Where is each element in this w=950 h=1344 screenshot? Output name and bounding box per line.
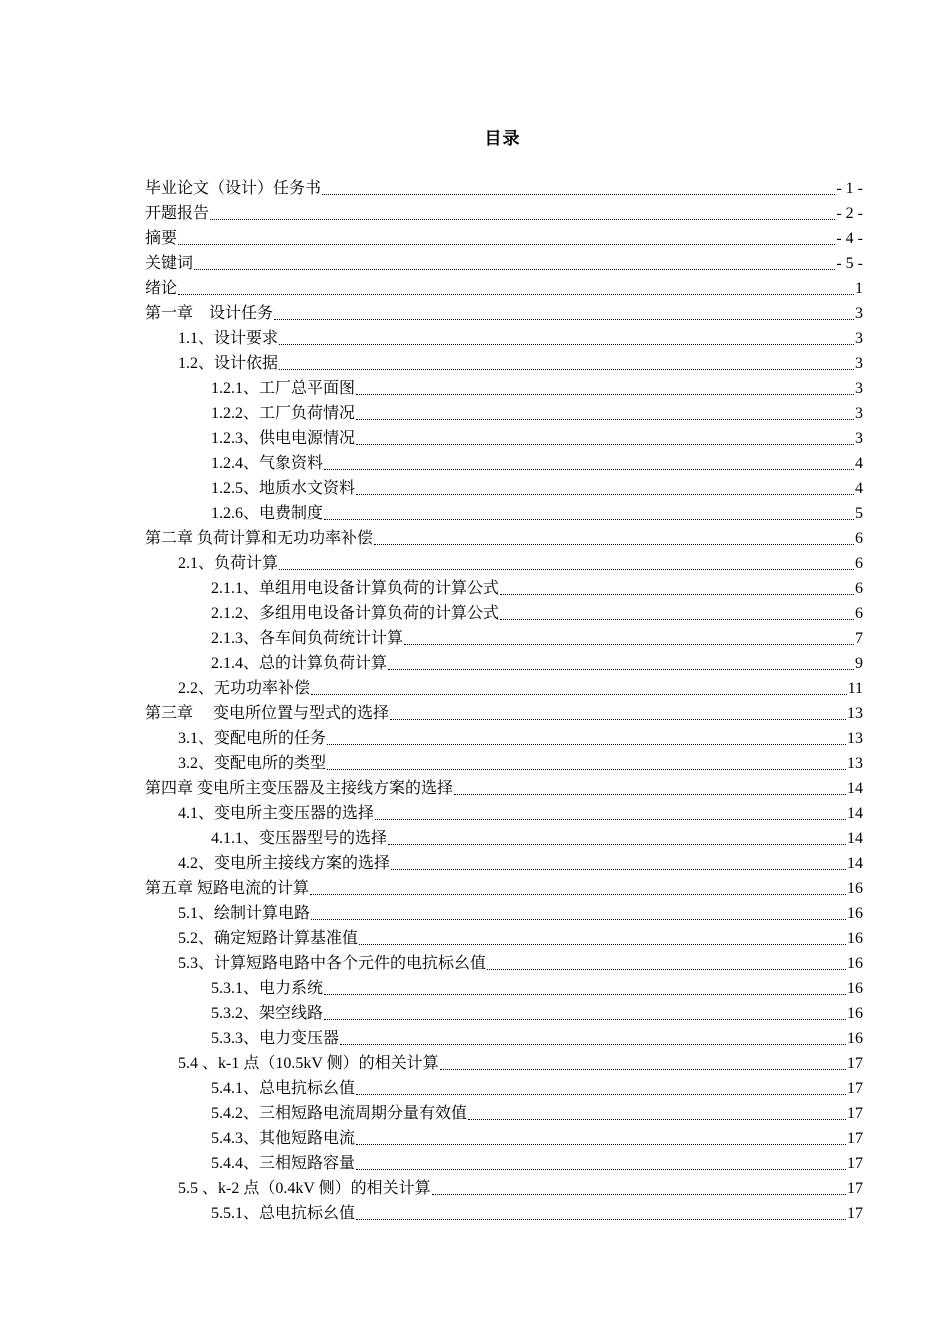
toc-dot-leader bbox=[391, 869, 846, 870]
toc-entry-title: 5.3.2、架空线路 bbox=[211, 1005, 324, 1022]
toc-entry-title: 5.2、确定短路计算基准值 bbox=[178, 930, 359, 947]
toc-dot-leader bbox=[274, 319, 854, 320]
toc-entry-page-number: 13 bbox=[847, 755, 863, 772]
toc-entry-title: 1.2.5、地质水文资料 bbox=[211, 480, 356, 497]
toc-entry[interactable] bbox=[145, 174, 863, 199]
toc-entry-title: 5.4.3、其他短路电流 bbox=[211, 1130, 356, 1147]
toc-dot-leader bbox=[356, 1094, 846, 1095]
toc-entry-page-number: - 4 - bbox=[836, 230, 863, 247]
toc-entry-title: 2.1、负荷计算 bbox=[178, 555, 279, 572]
toc-dot-leader bbox=[279, 344, 854, 345]
toc-entry-page-number: 16 bbox=[847, 930, 863, 947]
toc-dot-leader bbox=[324, 1019, 846, 1020]
toc-entry[interactable] bbox=[145, 299, 863, 324]
toc-entry-title: 毕业论文（设计）任务书 bbox=[145, 180, 322, 197]
page-title: 目录 bbox=[484, 129, 521, 149]
toc-entry-page-number: 5 bbox=[855, 505, 863, 522]
toc-entry-page-number: - 1 - bbox=[836, 180, 863, 197]
toc-dot-leader bbox=[356, 444, 854, 445]
toc-entry[interactable] bbox=[145, 199, 863, 224]
toc-dot-leader bbox=[500, 594, 854, 595]
toc-entry-title: 2.1.3、各车间负荷统计计算 bbox=[211, 630, 404, 647]
toc-entry-page-number: 17 bbox=[847, 1180, 863, 1197]
toc-entry-page-number: 6 bbox=[855, 605, 863, 622]
toc-entry[interactable] bbox=[145, 449, 863, 474]
toc-entry-title: 3.1、变配电所的任务 bbox=[178, 730, 327, 747]
toc-dot-leader bbox=[194, 269, 835, 270]
toc-entry-title: 关键词 bbox=[145, 255, 194, 272]
toc-entry-page-number: 16 bbox=[847, 955, 863, 972]
toc-entry[interactable] bbox=[145, 599, 863, 624]
toc-entry-title: 5.3.3、电力变压器 bbox=[211, 1030, 340, 1047]
toc-entry-title: 1.2.4、气象资料 bbox=[211, 455, 324, 472]
toc-entry-page-number: 17 bbox=[847, 1205, 863, 1222]
toc-entry-title: 3.2、变配电所的类型 bbox=[178, 755, 327, 772]
toc-entry-page-number: 7 bbox=[855, 630, 863, 647]
toc-entry-title: 4.1.1、变压器型号的选择 bbox=[211, 830, 388, 847]
toc-entry[interactable] bbox=[145, 749, 863, 774]
toc-entry-title: 开题报告 bbox=[145, 205, 210, 222]
toc-dot-leader bbox=[210, 219, 835, 220]
toc-dot-leader bbox=[356, 419, 854, 420]
toc-entry-title: 绪论 bbox=[145, 280, 178, 297]
toc-entry[interactable] bbox=[145, 1124, 863, 1149]
toc-entry-page-number: 17 bbox=[847, 1055, 863, 1072]
toc-entry-title: 5.4.1、总电抗标幺值 bbox=[211, 1080, 356, 1097]
toc-entry-title: 2.1.4、总的计算负荷计算 bbox=[211, 655, 388, 672]
toc-entry-page-number: 14 bbox=[847, 780, 863, 797]
toc-entry-title: 5.4.4、三相短路容量 bbox=[211, 1155, 356, 1172]
toc-entry[interactable] bbox=[145, 349, 863, 374]
toc-entry[interactable] bbox=[145, 674, 863, 699]
toc-entry-page-number: 3 bbox=[855, 380, 863, 397]
toc-entry-page-number: 4 bbox=[855, 455, 863, 472]
toc-entry[interactable] bbox=[145, 649, 863, 674]
toc-entry[interactable] bbox=[145, 274, 863, 299]
toc-entry[interactable] bbox=[145, 924, 863, 949]
toc-entry[interactable] bbox=[145, 874, 863, 899]
toc-entry-title: 5.3、计算短路电路中各个元件的电抗标幺值 bbox=[178, 955, 487, 972]
toc-dot-leader bbox=[440, 1069, 846, 1070]
toc-dot-leader bbox=[324, 994, 846, 995]
toc-entry[interactable] bbox=[145, 524, 863, 549]
toc-dot-leader bbox=[487, 969, 846, 970]
toc-entry[interactable] bbox=[145, 799, 863, 824]
toc-entry[interactable] bbox=[145, 1074, 863, 1099]
toc-entry[interactable] bbox=[145, 724, 863, 749]
toc-dot-leader bbox=[279, 569, 854, 570]
toc-dot-leader bbox=[324, 519, 854, 520]
toc-dot-leader bbox=[404, 644, 854, 645]
toc-entry[interactable] bbox=[145, 1099, 863, 1124]
toc-entry[interactable] bbox=[145, 774, 863, 799]
toc-dot-leader bbox=[356, 1144, 846, 1145]
toc-dot-leader bbox=[311, 919, 846, 920]
toc-dot-leader bbox=[310, 894, 846, 895]
toc-entry-page-number: 6 bbox=[855, 555, 863, 572]
toc-dot-leader bbox=[500, 619, 854, 620]
toc-entry-title: 2.2、无功功率补偿 bbox=[178, 680, 311, 697]
toc-entry-page-number: 14 bbox=[847, 855, 863, 872]
toc-entry[interactable] bbox=[145, 324, 863, 349]
toc-entry[interactable] bbox=[145, 374, 863, 399]
toc-entry-page-number: 14 bbox=[847, 805, 863, 822]
toc-dot-leader bbox=[388, 669, 854, 670]
toc-dot-leader bbox=[432, 1194, 846, 1195]
toc-dot-leader bbox=[324, 469, 854, 470]
toc-entry-page-number: 9 bbox=[855, 655, 863, 672]
toc-entry[interactable] bbox=[145, 574, 863, 599]
toc-dot-leader bbox=[178, 294, 854, 295]
toc-entry-page-number: - 2 - bbox=[836, 205, 863, 222]
toc-entry-page-number: 16 bbox=[847, 880, 863, 897]
toc-entry[interactable] bbox=[145, 899, 863, 924]
toc-dot-leader bbox=[327, 744, 846, 745]
toc-dot-leader bbox=[468, 1119, 846, 1120]
toc-dot-leader bbox=[390, 719, 846, 720]
toc-entry-title: 5.4 、k-1 点（10.5kV 侧）的相关计算 bbox=[178, 1055, 439, 1072]
toc-entry-page-number: 11 bbox=[847, 680, 863, 697]
toc-entry[interactable] bbox=[145, 949, 863, 974]
toc-entry-title: 1.2.2、工厂负荷情况 bbox=[211, 405, 356, 422]
toc-entry[interactable] bbox=[145, 974, 863, 999]
toc-entry[interactable] bbox=[145, 424, 863, 449]
toc-dot-leader bbox=[375, 819, 846, 820]
toc-entry-title: 2.1.2、多组用电设备计算负荷的计算公式 bbox=[211, 605, 500, 622]
toc-entry-title: 5.3.1、电力系统 bbox=[211, 980, 324, 997]
toc-entry-page-number: 16 bbox=[847, 1030, 863, 1047]
toc-dot-leader bbox=[356, 1169, 846, 1170]
toc-entry-page-number: 17 bbox=[847, 1155, 863, 1172]
toc-entry-title: 第三章 变电所位置与型式的选择 bbox=[145, 705, 390, 722]
toc-entry-title: 1.2.3、供电电源情况 bbox=[211, 430, 356, 447]
toc-dot-leader bbox=[359, 944, 846, 945]
toc-entry-title: 1.2.6、电费制度 bbox=[211, 505, 324, 522]
toc-dot-leader bbox=[178, 244, 835, 245]
toc-entry[interactable] bbox=[145, 224, 863, 249]
toc-entry[interactable] bbox=[145, 399, 863, 424]
toc-entry-page-number: 3 bbox=[855, 330, 863, 347]
toc-entry-title: 第一章 设计任务 bbox=[145, 305, 274, 322]
toc-entry[interactable] bbox=[145, 249, 863, 274]
toc-entry-page-number: 13 bbox=[847, 705, 863, 722]
toc-entry[interactable] bbox=[145, 1024, 863, 1049]
toc-entry-page-number: 3 bbox=[855, 355, 863, 372]
toc-entry[interactable] bbox=[145, 1149, 863, 1174]
toc-entry-page-number: 6 bbox=[855, 530, 863, 547]
toc-dot-leader bbox=[356, 1219, 846, 1220]
toc-entry-title: 2.1.1、单组用电设备计算负荷的计算公式 bbox=[211, 580, 500, 597]
toc-entry[interactable] bbox=[145, 699, 863, 724]
toc-entry-title: 5.1、绘制计算电路 bbox=[178, 905, 311, 922]
toc-entry-page-number: - 5 - bbox=[836, 255, 863, 272]
toc-entry-page-number: 3 bbox=[855, 305, 863, 322]
toc-entry[interactable] bbox=[145, 999, 863, 1024]
toc-entry[interactable] bbox=[145, 824, 863, 849]
toc-entry-title: 5.5.1、总电抗标幺值 bbox=[211, 1205, 356, 1222]
toc-entry-title: 1.2、设计依据 bbox=[178, 355, 279, 372]
toc-dot-leader bbox=[311, 694, 847, 695]
toc-entry-title: 1.1、设计要求 bbox=[178, 330, 279, 347]
toc-entry[interactable] bbox=[145, 549, 863, 574]
toc-dot-leader bbox=[356, 494, 854, 495]
toc-entry-page-number: 16 bbox=[847, 980, 863, 997]
table-of-contents bbox=[145, 174, 863, 1224]
toc-entry[interactable] bbox=[145, 1199, 863, 1224]
toc-dot-leader bbox=[454, 794, 846, 795]
toc-entry-title: 5.5 、k-2 点（0.4kV 侧）的相关计算 bbox=[178, 1180, 431, 1197]
toc-entry[interactable] bbox=[145, 499, 863, 524]
toc-entry-title: 摘要 bbox=[145, 230, 178, 247]
toc-entry-page-number: 13 bbox=[847, 730, 863, 747]
toc-dot-leader bbox=[279, 369, 854, 370]
toc-entry-title: 第四章 变电所主变压器及主接线方案的选择 bbox=[145, 780, 454, 797]
toc-entry[interactable] bbox=[145, 624, 863, 649]
toc-entry[interactable] bbox=[145, 1174, 863, 1199]
toc-dot-leader bbox=[388, 844, 846, 845]
toc-entry-page-number: 16 bbox=[847, 905, 863, 922]
toc-entry-title: 第五章 短路电流的计算 bbox=[145, 880, 310, 897]
toc-entry-page-number: 3 bbox=[855, 430, 863, 447]
toc-entry-page-number: 17 bbox=[847, 1130, 863, 1147]
toc-entry-title: 4.1、变电所主变压器的选择 bbox=[178, 805, 375, 822]
toc-entry-title: 5.4.2、三相短路电流周期分量有效值 bbox=[211, 1105, 468, 1122]
toc-entry-page-number: 3 bbox=[855, 405, 863, 422]
toc-entry-page-number: 4 bbox=[855, 480, 863, 497]
toc-entry-page-number: 16 bbox=[847, 1005, 863, 1022]
toc-entry-title: 1.2.1、工厂总平面图 bbox=[211, 380, 356, 397]
toc-dot-leader bbox=[356, 394, 854, 395]
toc-entry-title: 第二章 负荷计算和无功功率补偿 bbox=[145, 530, 374, 547]
toc-entry[interactable] bbox=[145, 849, 863, 874]
toc-dot-leader bbox=[374, 544, 854, 545]
toc-entry[interactable] bbox=[145, 1049, 863, 1074]
toc-entry-page-number: 17 bbox=[847, 1080, 863, 1097]
toc-dot-leader bbox=[327, 769, 846, 770]
toc-entry-page-number: 17 bbox=[847, 1105, 863, 1122]
toc-entry-page-number: 14 bbox=[847, 830, 863, 847]
toc-dot-leader bbox=[340, 1044, 846, 1045]
toc-entry-page-number: 1 bbox=[855, 280, 863, 297]
toc-entry-title: 4.2、变电所主接线方案的选择 bbox=[178, 855, 391, 872]
toc-entry[interactable] bbox=[145, 474, 863, 499]
toc-dot-leader bbox=[322, 194, 835, 195]
toc-entry-page-number: 6 bbox=[855, 580, 863, 597]
